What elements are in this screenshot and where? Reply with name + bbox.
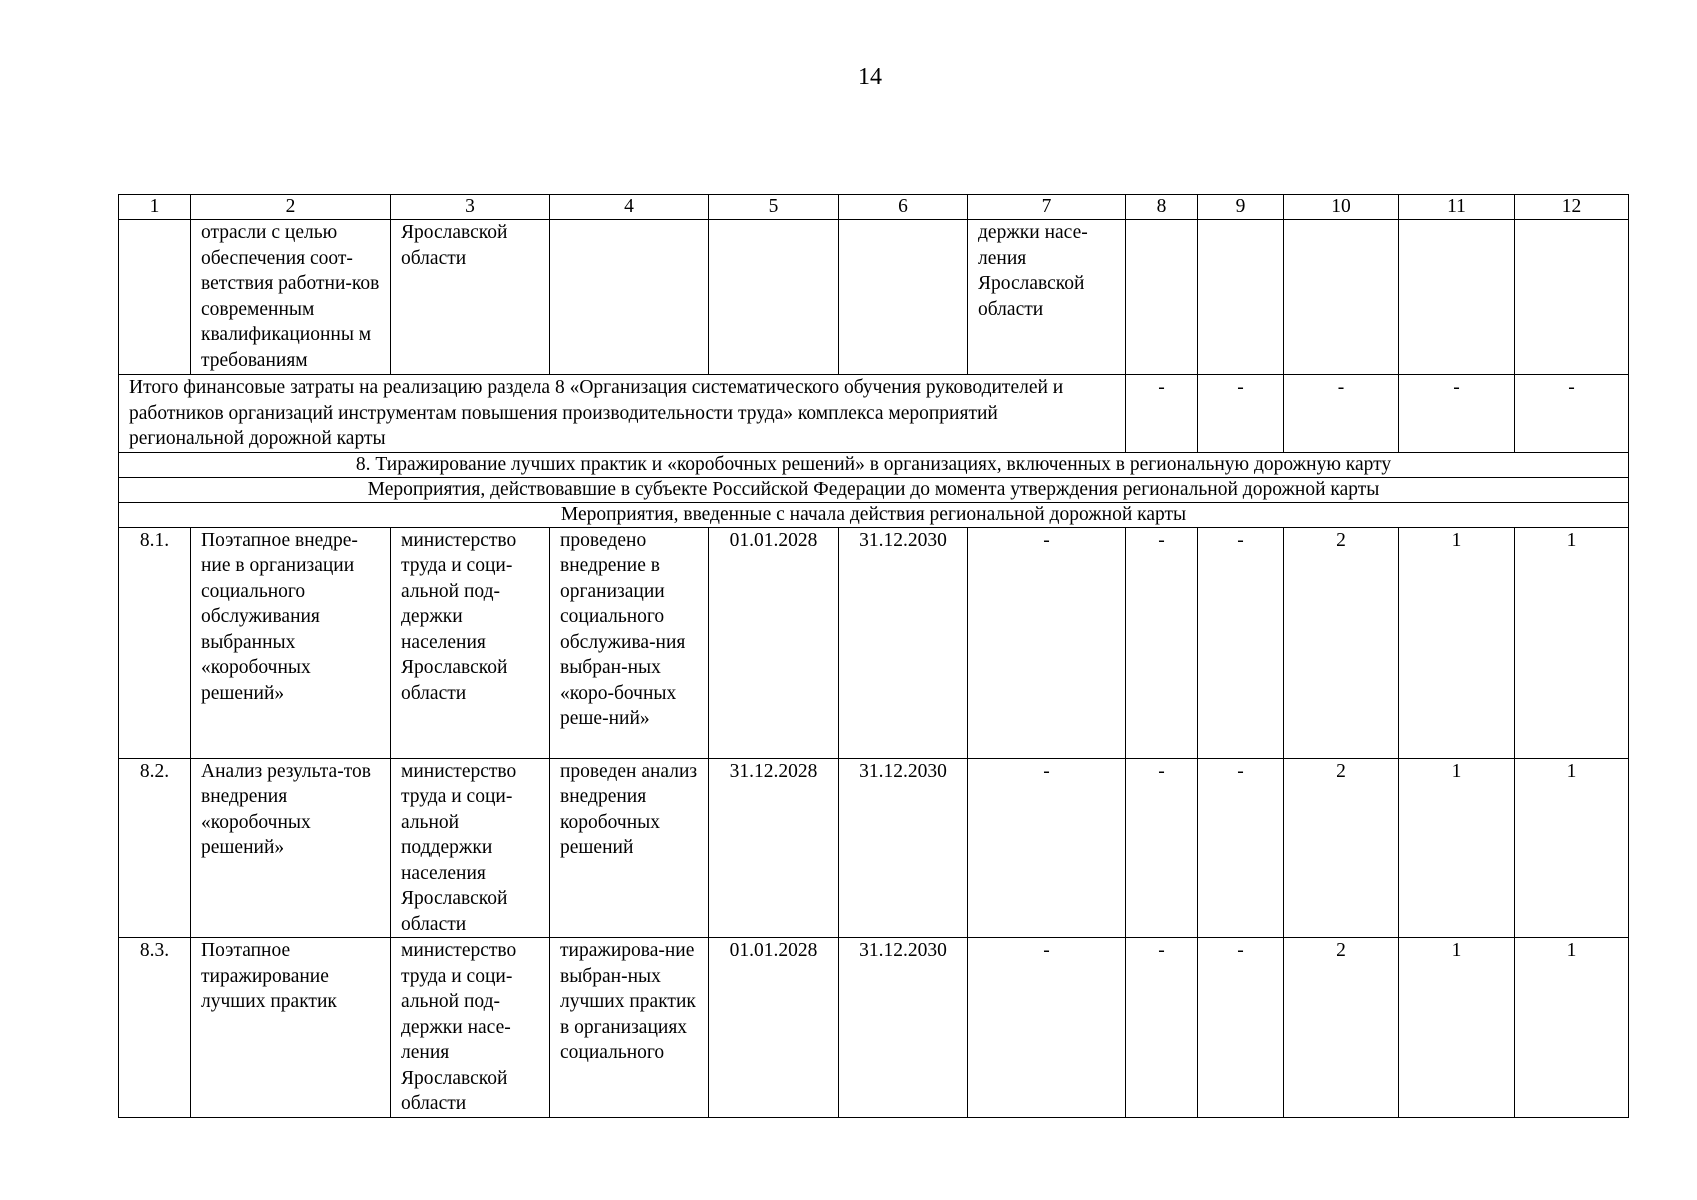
value-cell: - xyxy=(1126,938,1198,1118)
total-label: Итого финансовые затраты на реализацию раздела 8 «Организация систематического обучения руководителей и работников организаций инструментам повышения производительности труда» комплекса мероприятий региональной дорожной карты xyxy=(119,375,1126,453)
value-cell: - xyxy=(968,527,1126,758)
total-value: - xyxy=(1198,375,1284,453)
table-row xyxy=(119,758,1629,938)
column-header: 6 xyxy=(839,195,968,220)
column-header: 5 xyxy=(709,195,839,220)
subtitle-after-row xyxy=(119,502,1629,527)
column-header: 10 xyxy=(1284,195,1399,220)
column-header: 12 xyxy=(1515,195,1629,220)
subtitle-after: Мероприятия, введенные с начала действия региональной дорожной карты xyxy=(119,502,1629,527)
column-header: 1 xyxy=(119,195,191,220)
event-name-cell: отрасли с целью обеспечения соот-ветствия работни-ков современным квалификационны м требованиям xyxy=(191,220,391,375)
col7-cell: держки насе-ления Ярославской области xyxy=(968,220,1126,375)
event-name-cell: Анализ результа-тов внедрения «коробочных решений» xyxy=(191,758,391,938)
page-number: 14 xyxy=(858,64,882,90)
empty-cell xyxy=(1284,220,1399,375)
table-row xyxy=(119,527,1629,758)
column-header: 2 xyxy=(191,195,391,220)
column-header: 8 xyxy=(1126,195,1198,220)
result-cell: проведен анализ внедрения коробочных решений xyxy=(550,758,709,938)
total-value: - xyxy=(1126,375,1198,453)
value-cell: - xyxy=(1198,938,1284,1118)
start-date: 01.01.2028 xyxy=(709,527,839,758)
total-value: - xyxy=(1515,375,1629,453)
value-cell: - xyxy=(968,938,1126,1118)
start-date: 31.12.2028 xyxy=(709,758,839,938)
event-name-cell: Поэтапное внедре-ние в организации социального обслуживания выбранных «коробочных решений» xyxy=(191,527,391,758)
value-cell: 2 xyxy=(1284,758,1399,938)
subtitle-before: Мероприятия, действовавшие в субъекте Российской Федерации до момента утверждения региональной дорожной карты xyxy=(119,477,1629,502)
total-row xyxy=(119,375,1629,453)
value-cell: 1 xyxy=(1399,938,1515,1118)
roadmap-table xyxy=(118,194,1629,1118)
column-header: 9 xyxy=(1198,195,1284,220)
value-cell: - xyxy=(1198,758,1284,938)
empty-cell xyxy=(1126,220,1198,375)
column-number-row xyxy=(119,195,1629,220)
column-header: 11 xyxy=(1399,195,1515,220)
value-cell: 2 xyxy=(1284,938,1399,1118)
empty-cell xyxy=(1399,220,1515,375)
value-cell: 2 xyxy=(1284,527,1399,758)
total-value: - xyxy=(1399,375,1515,453)
value-cell: - xyxy=(1198,527,1284,758)
event-name-cell: Поэтапное тиражирование лучших практик xyxy=(191,938,391,1118)
empty-cell xyxy=(119,220,191,375)
value-cell: - xyxy=(968,758,1126,938)
continuation-row xyxy=(119,220,1629,375)
value-cell: 1 xyxy=(1399,758,1515,938)
end-date: 31.12.2030 xyxy=(839,938,968,1118)
section-title-row xyxy=(119,452,1629,477)
subtitle-before-row xyxy=(119,477,1629,502)
result-cell: тиражирова-ние выбран-ных лучших практик в организациях социального xyxy=(550,938,709,1118)
value-cell: 1 xyxy=(1399,527,1515,758)
column-header: 3 xyxy=(391,195,550,220)
row-number: 8.1. xyxy=(119,527,191,758)
executor-cell: министерство труда и соци-альной под-держки населения Ярославской области xyxy=(391,527,550,758)
row-number: 8.2. xyxy=(119,758,191,938)
value-cell: 1 xyxy=(1515,758,1629,938)
empty-cell xyxy=(839,220,968,375)
end-date: 31.12.2030 xyxy=(839,758,968,938)
row-number: 8.3. xyxy=(119,938,191,1118)
value-cell: - xyxy=(1126,758,1198,938)
value-cell: - xyxy=(1126,527,1198,758)
executor-cell: министерство труда и соци-альной поддержки населения Ярославской области xyxy=(391,758,550,938)
empty-cell xyxy=(709,220,839,375)
table-row xyxy=(119,938,1629,1118)
result-cell: проведено внедрение в организации социального обслужива-ния выбран-ных «коро-бочных реше-ний» xyxy=(550,527,709,758)
end-date: 31.12.2030 xyxy=(839,527,968,758)
value-cell: 1 xyxy=(1515,938,1629,1118)
column-header: 4 xyxy=(550,195,709,220)
value-cell: 1 xyxy=(1515,527,1629,758)
empty-cell xyxy=(550,220,709,375)
section-title: 8. Тиражирование лучших практик и «коробочных решений» в организациях, включенных в региональную дорожную карту xyxy=(119,452,1629,477)
total-value: - xyxy=(1284,375,1399,453)
column-header: 7 xyxy=(968,195,1126,220)
empty-cell xyxy=(1515,220,1629,375)
executor-cell: Ярославской области xyxy=(391,220,550,375)
executor-cell: министерство труда и соци-альной под-держки насе-ления Ярославской области xyxy=(391,938,550,1118)
empty-cell xyxy=(1198,220,1284,375)
start-date: 01.01.2028 xyxy=(709,938,839,1118)
